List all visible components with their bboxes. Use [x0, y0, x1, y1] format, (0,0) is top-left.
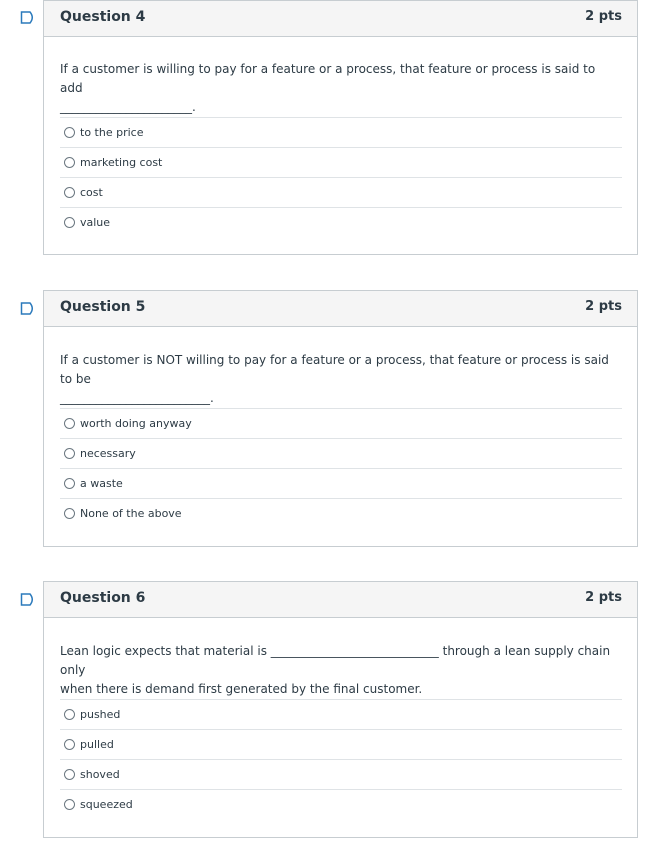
- question-header: [44, 1, 637, 37]
- question-header: [44, 582, 637, 618]
- radio-button[interactable]: [64, 739, 75, 750]
- question-header: [44, 291, 637, 327]
- radio-button[interactable]: [64, 418, 75, 429]
- answer-list: [60, 408, 622, 528]
- question-text: Lean logic expects that material is ____________________________ through a lean supply chain only when there is demand first generated by the final customer.: [60, 644, 611, 696]
- radio-button[interactable]: [64, 799, 75, 810]
- answer-option[interactable]: None of the above: [60, 498, 622, 528]
- question-points: 2 pts: [585, 590, 622, 605]
- radio-button[interactable]: [64, 187, 75, 198]
- question-title: Question 6: [60, 590, 146, 606]
- radio-button[interactable]: [64, 769, 75, 780]
- radio-button[interactable]: [64, 217, 75, 228]
- answer-option[interactable]: squeezed: [60, 789, 622, 819]
- radio-button[interactable]: [64, 448, 75, 459]
- radio-button[interactable]: [64, 157, 75, 168]
- question-text: If a customer is willing to pay for a feature or a process, that feature or process is said to add ______________________.: [60, 62, 596, 114]
- question-points: 2 pts: [585, 9, 622, 24]
- question-title: Question 4: [60, 9, 146, 25]
- question-card: [43, 581, 638, 838]
- question-points: 2 pts: [585, 299, 622, 314]
- question-text: If a customer is NOT willing to pay for a feature or a process, that feature or process is said to be _________________________.: [60, 353, 609, 405]
- answer-option[interactable]: necessary: [60, 438, 622, 468]
- question-card: [43, 290, 638, 547]
- question-card: [43, 0, 638, 255]
- flag-question-icon[interactable]: [20, 593, 36, 606]
- radio-button[interactable]: [64, 127, 75, 138]
- flag-question-icon[interactable]: [20, 302, 36, 315]
- answer-option[interactable]: shoved: [60, 759, 622, 789]
- answer-list: [60, 117, 622, 237]
- flag-question-icon[interactable]: [20, 11, 36, 24]
- answer-option[interactable]: cost: [60, 177, 622, 207]
- answer-option[interactable]: to the price: [60, 117, 622, 147]
- answer-list: [60, 699, 622, 819]
- radio-button[interactable]: [64, 709, 75, 720]
- answer-option[interactable]: pushed: [60, 699, 622, 729]
- answer-option[interactable]: worth doing anyway: [60, 408, 622, 438]
- answer-option[interactable]: pulled: [60, 729, 622, 759]
- answer-option[interactable]: a waste: [60, 468, 622, 498]
- radio-button[interactable]: [64, 508, 75, 519]
- answer-option[interactable]: value: [60, 207, 622, 237]
- answer-option[interactable]: marketing cost: [60, 147, 622, 177]
- question-title: Question 5: [60, 299, 146, 315]
- radio-button[interactable]: [64, 478, 75, 489]
